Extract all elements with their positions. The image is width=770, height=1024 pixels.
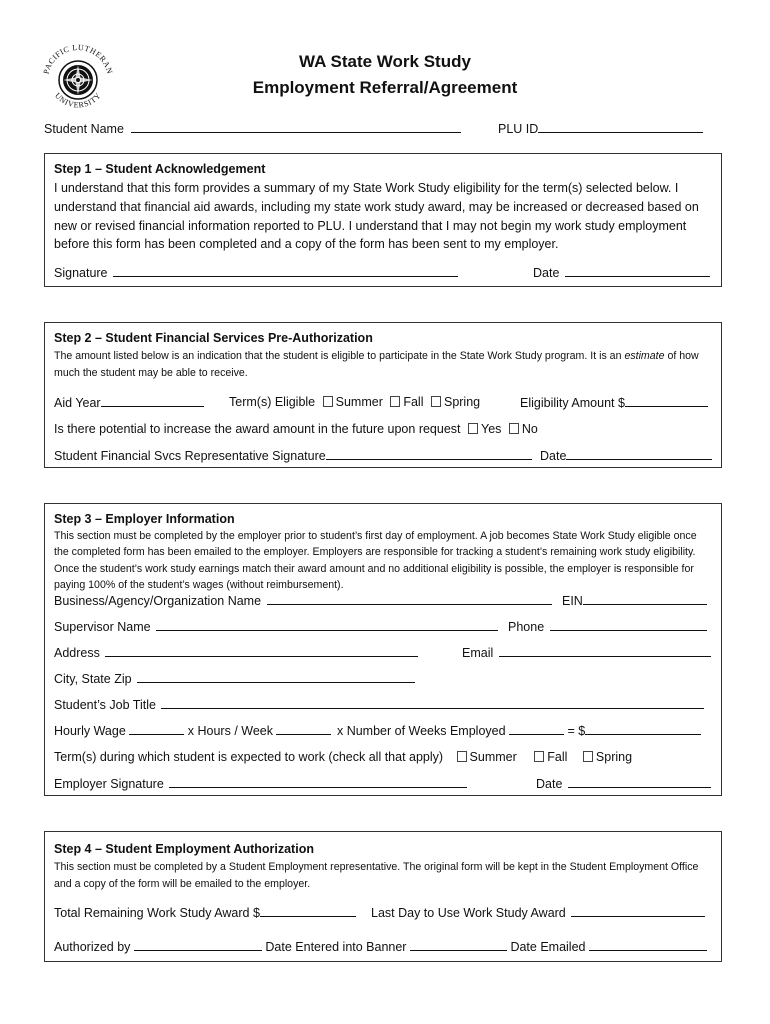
- date-line[interactable]: [568, 776, 711, 788]
- last-day-label: Last Day to Use Work Study Award: [371, 906, 566, 920]
- yes-label: Yes: [481, 422, 502, 436]
- summer-checkbox[interactable]: [457, 751, 467, 762]
- fall-label: Fall: [547, 750, 568, 764]
- hourly-wage-line[interactable]: [129, 723, 184, 735]
- fall-checkbox[interactable]: [390, 396, 400, 407]
- step4-body: This section must be completed by a Student Employment representative. The original form will be kept in the Student Employment Office and a copy of the form will be emailed to the employer.: [54, 861, 699, 890]
- increase-question-group: [54, 422, 538, 436]
- phone-label: Phone: [508, 620, 545, 634]
- authorization-row: [54, 939, 707, 954]
- student-name-label: Student Name: [44, 122, 124, 136]
- eligibility-amount-label: Eligibility Amount $: [520, 396, 625, 410]
- rep-signature-label: Student Financial Svcs Representative Signature: [54, 449, 326, 463]
- employer-signature-label: Employer Signature: [54, 777, 164, 791]
- svg-text:UNIVERSITY: UNIVERSITY: [53, 90, 103, 110]
- weeks-employed-label: x Number of Weeks Employed: [336, 724, 506, 738]
- rep-signature-field[interactable]: [54, 448, 532, 463]
- city-state-zip-field[interactable]: [54, 671, 415, 686]
- wage-calculation-row: [54, 723, 701, 738]
- date-emailed-line[interactable]: [589, 939, 707, 951]
- spring-checkbox[interactable]: [431, 396, 441, 407]
- phone-field[interactable]: [508, 619, 707, 634]
- aid-year-field[interactable]: [54, 395, 204, 410]
- aid-year-line[interactable]: [101, 395, 204, 407]
- authorized-by-label: Authorized by: [54, 940, 131, 954]
- summer-checkbox[interactable]: [323, 396, 333, 407]
- spring-checkbox[interactable]: [583, 751, 593, 762]
- address-field[interactable]: [54, 645, 418, 660]
- step1-heading: Step 1 – Student Acknowledgement: [54, 162, 266, 176]
- total-remaining-field[interactable]: [54, 905, 356, 920]
- student-name-field[interactable]: [44, 121, 461, 136]
- supervisor-name-line[interactable]: [156, 619, 498, 631]
- form-title: WA State Work Study: [299, 52, 471, 71]
- ein-line[interactable]: [583, 593, 707, 605]
- step4-heading: Step 4 – Student Employment Authorization: [54, 842, 314, 856]
- step2-heading: Step 2 – Student Financial Services Pre-Authorization: [54, 331, 373, 345]
- total-wage-line[interactable]: [585, 723, 701, 735]
- employer-signature-line[interactable]: [169, 776, 467, 788]
- step1-signature-field[interactable]: [54, 265, 458, 280]
- equals-label: = $: [567, 724, 586, 738]
- job-title-field[interactable]: [54, 697, 704, 712]
- hours-week-line[interactable]: [276, 723, 331, 735]
- plu-id-label: PLU ID: [498, 122, 539, 136]
- authorized-by-line[interactable]: [134, 939, 262, 951]
- hourly-wage-label: Hourly Wage: [54, 724, 126, 738]
- ein-field[interactable]: [562, 593, 707, 608]
- supervisor-name-label: Supervisor Name: [54, 620, 151, 634]
- terms-work-label: Term(s) during which student is expected to work (check all that apply): [54, 750, 444, 764]
- yes-checkbox[interactable]: [468, 423, 478, 434]
- eligibility-amount-field[interactable]: [520, 395, 708, 410]
- no-checkbox[interactable]: [509, 423, 519, 434]
- email-field[interactable]: [462, 645, 711, 660]
- fall-label: Fall: [403, 395, 424, 409]
- address-line[interactable]: [105, 645, 418, 657]
- total-remaining-line[interactable]: [260, 905, 356, 917]
- spring-label: Spring: [443, 395, 481, 409]
- date-entered-label: Date Entered into Banner: [265, 940, 407, 954]
- step1-date-field[interactable]: [533, 265, 710, 280]
- multiply-sign: x: [187, 724, 195, 738]
- phone-line[interactable]: [550, 619, 707, 631]
- date-line[interactable]: [566, 448, 712, 460]
- plu-id-field[interactable]: [498, 121, 703, 136]
- last-day-field[interactable]: [371, 905, 705, 920]
- employer-signature-field[interactable]: [54, 776, 467, 791]
- email-line[interactable]: [499, 645, 711, 657]
- ein-label: EIN: [562, 594, 583, 608]
- step3-body: This section must be completed by the employer prior to student’s first day of employment. A job becomes State Work Study eligible once the completed form has been emailed to the employer. Employers are responsible for tracking a student’s remaining work study eligibility. Once the student’s work study earnings match their award amount and no additional eligibility is possible, the employer is responsible for paying 100% of the student’s wages (without reimbursement).: [54, 530, 697, 591]
- fall-checkbox[interactable]: [534, 751, 544, 762]
- last-day-line[interactable]: [571, 905, 705, 917]
- weeks-employed-line[interactable]: [509, 723, 564, 735]
- rep-signature-line[interactable]: [326, 448, 532, 460]
- total-remaining-label: Total Remaining Work Study Award $: [54, 906, 260, 920]
- city-state-zip-label: City, State Zip: [54, 672, 132, 686]
- spring-label: Spring: [595, 750, 633, 764]
- terms-work-group: [54, 750, 632, 764]
- date-label: Date: [533, 266, 560, 280]
- step3-date-field[interactable]: [536, 776, 711, 791]
- terms-eligible-group: [229, 395, 480, 409]
- date-label: Date: [540, 449, 567, 463]
- business-name-line[interactable]: [267, 593, 552, 605]
- eligibility-amount-line[interactable]: [625, 395, 708, 407]
- step3-heading: Step 3 – Employer Information: [54, 512, 235, 526]
- job-title-label: Student’s Job Title: [54, 698, 156, 712]
- student-name-line[interactable]: [131, 121, 461, 133]
- business-name-field[interactable]: [54, 593, 552, 608]
- email-label: Email: [462, 646, 494, 660]
- no-label: No: [521, 422, 538, 436]
- supervisor-name-field[interactable]: [54, 619, 498, 634]
- plu-id-line[interactable]: [538, 121, 703, 133]
- signature-line[interactable]: [113, 265, 458, 277]
- summer-label: Summer: [335, 395, 383, 409]
- job-title-line[interactable]: [161, 697, 704, 709]
- terms-eligible-label: Term(s) Eligible: [229, 395, 316, 409]
- hours-week-label: Hours / Week: [197, 724, 273, 738]
- city-state-zip-line[interactable]: [137, 671, 415, 683]
- signature-label: Signature: [54, 266, 108, 280]
- aid-year-label: Aid Year: [54, 396, 101, 410]
- address-label: Address: [54, 646, 100, 660]
- step2-body: The amount listed below is an indication that the student is eligible to participate in the State Work Study program. It is an estimate of how much the student may be able to receive.: [54, 350, 699, 379]
- step2-date-field[interactable]: [540, 448, 712, 463]
- svg-text:PACIFIC LUTHERAN: PACIFIC LUTHERAN: [41, 42, 115, 76]
- date-label: Date: [536, 777, 563, 791]
- date-entered-line[interactable]: [410, 939, 507, 951]
- increase-question: Is there potential to increase the award amount in the future upon request: [54, 422, 461, 436]
- step1-body: I understand that this form provides a summary of my State Work Study eligibility for the term(s) selected below. I understand that financial aid awards, including my state work study award, may be increased or decreased based on new or revised financial information reported to PLU. I understand that I may not begin my work study employment before this form has been completed and a copy of the form has been sent to my employer.: [54, 181, 699, 252]
- form-subtitle: Employment Referral/Agreement: [252, 78, 518, 97]
- business-name-label: Business/Agency/Organization Name: [54, 594, 262, 608]
- date-line[interactable]: [565, 265, 710, 277]
- summer-label: Summer: [469, 750, 517, 764]
- date-emailed-label: Date Emailed: [510, 940, 586, 954]
